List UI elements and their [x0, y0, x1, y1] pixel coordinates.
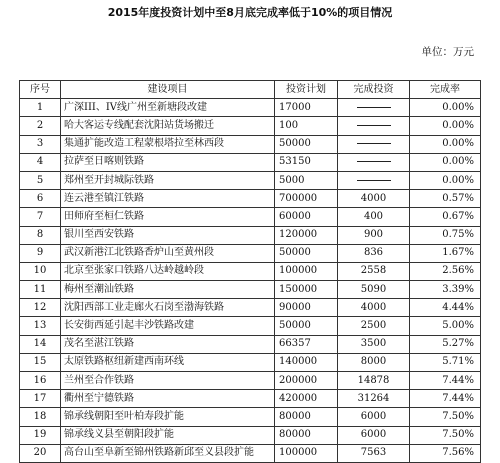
table-row: [20, 390, 481, 408]
cell-plan: 200000: [275, 372, 338, 390]
empty-dash: [357, 161, 391, 162]
header-project: 建设项目: [61, 81, 275, 99]
table-row: [20, 208, 481, 226]
cell-no: 14: [20, 335, 61, 353]
cell-rate: 0.00%: [410, 135, 481, 153]
cell-no: 9: [20, 244, 61, 262]
cell-project: 郑州至开封城际铁路: [61, 171, 275, 189]
cell-rate: 0.00%: [410, 117, 481, 135]
cell-project: 广深III、IV线广州至新塘段改建: [61, 99, 275, 117]
cell-no: 6: [20, 190, 61, 208]
cell-project: 连云港至镇江铁路: [61, 190, 275, 208]
table-row: [20, 408, 481, 426]
cell-plan: 80000: [275, 426, 338, 444]
cell-project: 锦承线义县至朝阳段扩能: [61, 426, 275, 444]
cell-plan: 80000: [275, 408, 338, 426]
cell-done: [338, 171, 410, 189]
cell-plan: 17000: [275, 99, 338, 117]
cell-no: 18: [20, 408, 61, 426]
cell-project: 银川至西安铁路: [61, 226, 275, 244]
unit-label: 单位：万元: [421, 46, 474, 58]
cell-project: 梅州至潮汕铁路: [61, 281, 275, 299]
cell-rate: 7.50%: [410, 408, 481, 426]
cell-rate: 3.39%: [410, 281, 481, 299]
cell-no: 3: [20, 135, 61, 153]
cell-done: 3500: [338, 335, 410, 353]
table-row: [20, 135, 481, 153]
cell-done: 5090: [338, 281, 410, 299]
empty-dash: [357, 107, 391, 108]
table-row: [20, 299, 481, 317]
cell-project: 兰州至合作铁路: [61, 372, 275, 390]
cell-rate: 0.75%: [410, 226, 481, 244]
header-no: 序号: [20, 81, 61, 99]
table-row: [20, 190, 481, 208]
cell-rate: 1.67%: [410, 244, 481, 262]
empty-dash: [357, 180, 391, 181]
cell-no: 17: [20, 390, 61, 408]
cell-no: 16: [20, 372, 61, 390]
table-row: [20, 153, 481, 171]
cell-plan: 90000: [275, 299, 338, 317]
table-row: [20, 444, 481, 462]
cell-no: 10: [20, 262, 61, 280]
cell-rate: 7.44%: [410, 372, 481, 390]
cell-rate: 0.67%: [410, 208, 481, 226]
table-row: [20, 335, 481, 353]
cell-rate: 5.71%: [410, 353, 481, 371]
cell-no: 1: [20, 99, 61, 117]
table-body: [20, 99, 481, 463]
cell-rate: 5.00%: [410, 317, 481, 335]
cell-project: 高台山至阜新至锦州铁路新邱至义县段扩能: [61, 444, 275, 462]
cell-done: [338, 99, 410, 117]
cell-rate: 7.56%: [410, 444, 481, 462]
table-row: [20, 317, 481, 335]
cell-project: 北京至张家口铁路八达岭越岭段: [61, 262, 275, 280]
empty-dash: [357, 125, 391, 126]
header-done: 完成投资: [338, 81, 410, 99]
cell-project: 田师府至桓仁铁路: [61, 208, 275, 226]
cell-done: 2558: [338, 262, 410, 280]
cell-rate: 7.44%: [410, 390, 481, 408]
cell-plan: 50000: [275, 317, 338, 335]
header-plan: 投资计划: [275, 81, 338, 99]
header-rate: 完成率: [410, 81, 481, 99]
cell-project: 沈阳西部工业走廊火石岗至渤海铁路: [61, 299, 275, 317]
cell-project: 哈大客运专线配套沈阳站货场搬迁: [61, 117, 275, 135]
cell-no: 4: [20, 153, 61, 171]
cell-plan: 50000: [275, 135, 338, 153]
table-row: [20, 244, 481, 262]
cell-done: [338, 117, 410, 135]
cell-done: 7563: [338, 444, 410, 462]
cell-done: 6000: [338, 408, 410, 426]
table-row: [20, 99, 481, 117]
table-row: [20, 117, 481, 135]
cell-plan: 100000: [275, 262, 338, 280]
cell-project: 集通扩能改造工程蒙根塔拉至林西段: [61, 135, 275, 153]
cell-no: 2: [20, 117, 61, 135]
cell-done: [338, 153, 410, 171]
cell-rate: 0.00%: [410, 99, 481, 117]
cell-rate: 2.56%: [410, 262, 481, 280]
cell-plan: 66357: [275, 335, 338, 353]
cell-rate: 0.57%: [410, 190, 481, 208]
cell-no: 12: [20, 299, 61, 317]
cell-no: 15: [20, 353, 61, 371]
cell-done: 400: [338, 208, 410, 226]
cell-project: 长安街西延引起丰沙铁路改建: [61, 317, 275, 335]
empty-dash: [357, 143, 391, 144]
table-row: [20, 353, 481, 371]
cell-project: 茂名至湛江铁路: [61, 335, 275, 353]
table-row: [20, 426, 481, 444]
cell-done: 900: [338, 226, 410, 244]
cell-project: 太原铁路枢纽新建西南环线: [61, 353, 275, 371]
cell-done: 6000: [338, 426, 410, 444]
cell-done: 8000: [338, 353, 410, 371]
cell-done: [338, 135, 410, 153]
cell-no: 7: [20, 208, 61, 226]
cell-done: 31264: [338, 390, 410, 408]
cell-rate: 0.00%: [410, 171, 481, 189]
cell-rate: 5.27%: [410, 335, 481, 353]
table-row: [20, 281, 481, 299]
cell-done: 836: [338, 244, 410, 262]
table-row: [20, 262, 481, 280]
cell-plan: 700000: [275, 190, 338, 208]
cell-rate: 4.44%: [410, 299, 481, 317]
table-header-row: [20, 81, 481, 99]
cell-project: 衢州至宁德铁路: [61, 390, 275, 408]
cell-plan: 100000: [275, 444, 338, 462]
table-row: [20, 226, 481, 244]
cell-no: 13: [20, 317, 61, 335]
cell-plan: 50000: [275, 244, 338, 262]
table-row: [20, 372, 481, 390]
cell-project: 武汉新港江北铁路香炉山至黄州段: [61, 244, 275, 262]
cell-no: 20: [20, 444, 61, 462]
cell-plan: 120000: [275, 226, 338, 244]
cell-plan: 53150: [275, 153, 338, 171]
cell-no: 11: [20, 281, 61, 299]
cell-rate: 0.00%: [410, 153, 481, 171]
cell-plan: 100: [275, 117, 338, 135]
cell-project: 锦承线朝阳至叶柏寿段扩能: [61, 408, 275, 426]
cell-done: 4000: [338, 190, 410, 208]
cell-project: 拉萨至日喀则铁路: [61, 153, 275, 171]
page-title: 2015年度投资计划中至8月底完成率低于10%的项目情况: [107, 6, 393, 19]
cell-done: 4000: [338, 299, 410, 317]
cell-plan: 60000: [275, 208, 338, 226]
cell-rate: 7.50%: [410, 426, 481, 444]
cell-no: 8: [20, 226, 61, 244]
cell-no: 19: [20, 426, 61, 444]
cell-plan: 140000: [275, 353, 338, 371]
cell-plan: 420000: [275, 390, 338, 408]
table-row: [20, 171, 481, 189]
cell-plan: 5000: [275, 171, 338, 189]
cell-no: 5: [20, 171, 61, 189]
project-table: [19, 80, 481, 463]
cell-done: 2500: [338, 317, 410, 335]
cell-done: 14878: [338, 372, 410, 390]
cell-plan: 150000: [275, 281, 338, 299]
